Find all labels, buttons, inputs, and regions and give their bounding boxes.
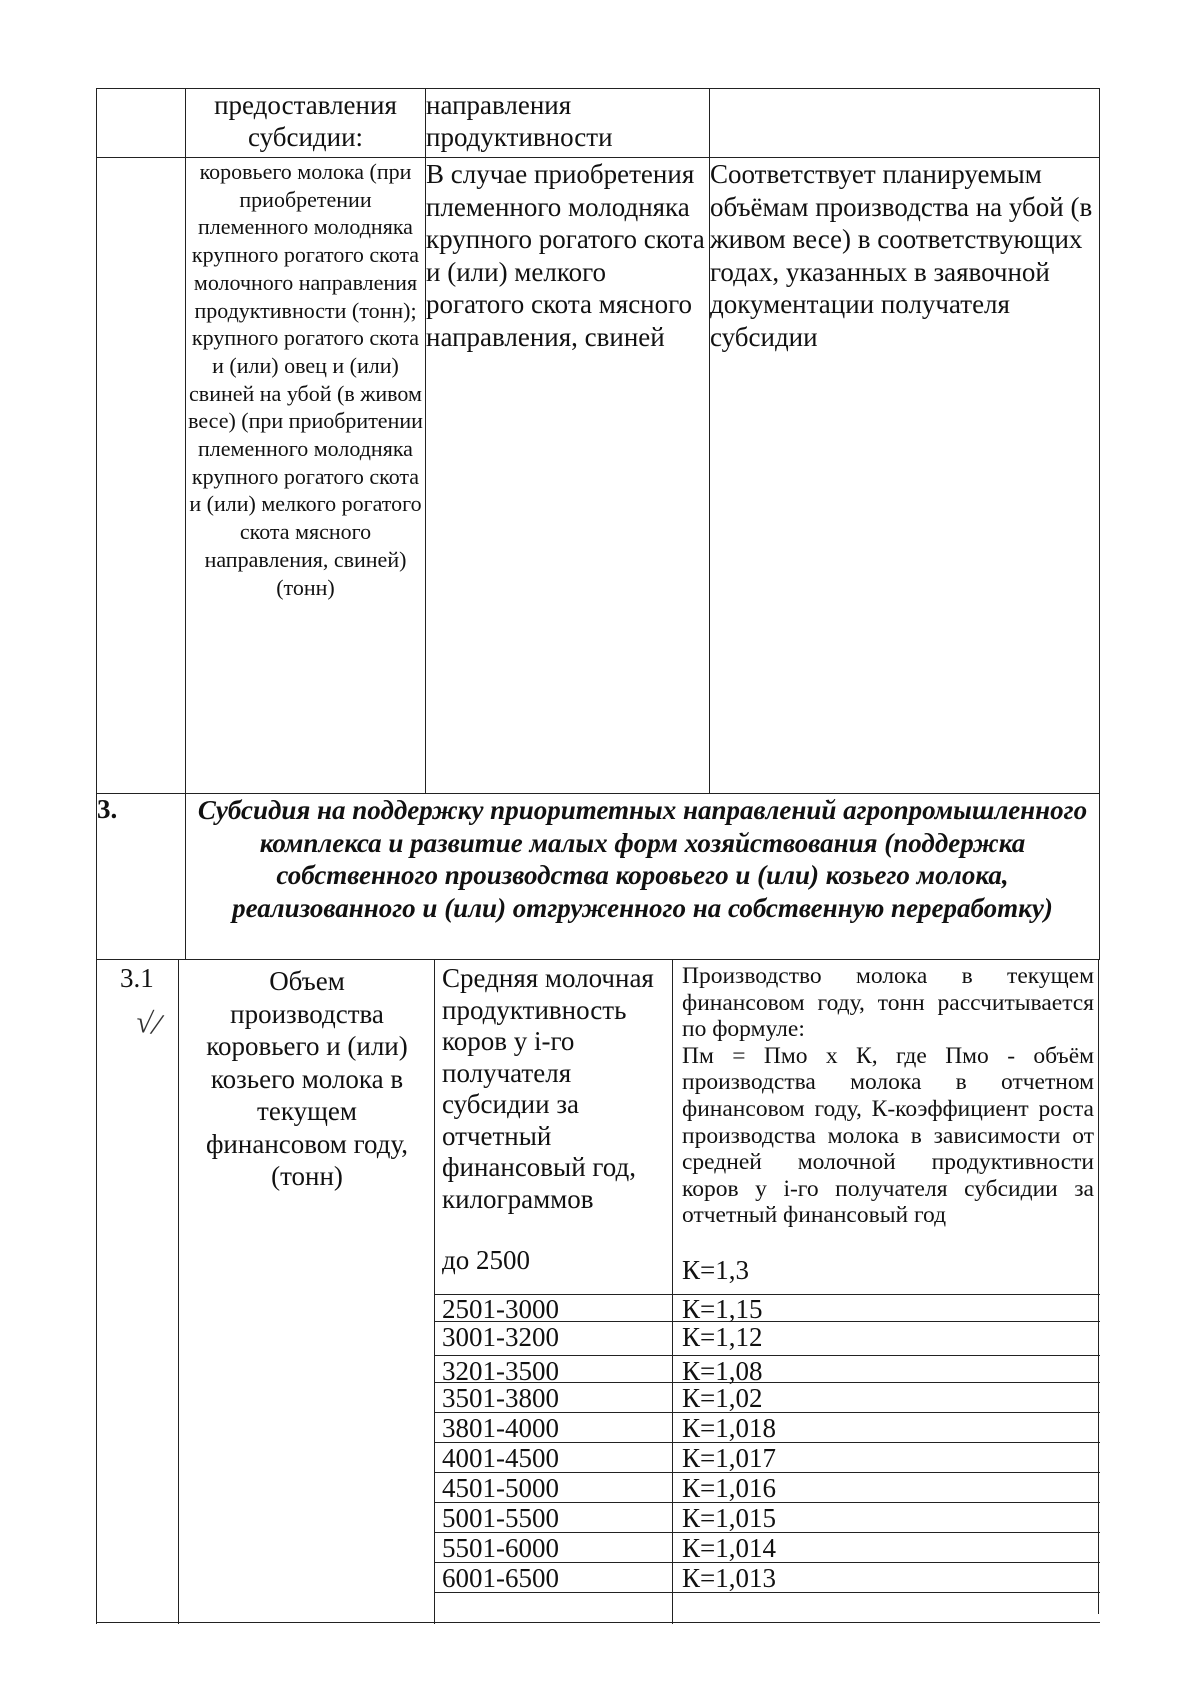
range-label: 3801-4000 bbox=[442, 1413, 559, 1443]
formula-cell bbox=[682, 963, 1094, 1229]
coefficient-value: К=1,02 bbox=[682, 1383, 763, 1413]
range-label: 4001-4500 bbox=[442, 1443, 559, 1473]
coefficient-value: К=1,15 bbox=[682, 1294, 763, 1324]
table-border bbox=[178, 959, 179, 1624]
section-row bbox=[97, 794, 1100, 960]
handwritten-mark: √/ bbox=[133, 1005, 164, 1042]
number-cell bbox=[97, 158, 186, 794]
section-title: Субсидия на поддержку приоритетных направлений агропромышленного комплекса и развитие малых форм хозяйствования (поддержка собственного производства коровьего и (или) козьего молока, реализованного и (или) отгруженного на собственную переработку) bbox=[186, 794, 1100, 960]
coefficient-value: К=1,018 bbox=[682, 1413, 776, 1443]
milk-coefficient-table bbox=[96, 959, 1100, 1624]
table-border bbox=[434, 959, 435, 1624]
table-border bbox=[96, 959, 97, 1624]
coefficient-value: К=1,013 bbox=[682, 1563, 776, 1593]
range-label: 5501-6000 bbox=[442, 1533, 559, 1563]
condition-header-cell: направления продуктивности bbox=[426, 89, 710, 158]
range-label: 3001-3200 bbox=[442, 1322, 559, 1352]
section-number: 3. bbox=[97, 794, 186, 960]
range-label: 4501-5000 bbox=[442, 1473, 559, 1503]
range-label: 5001-5500 bbox=[442, 1503, 559, 1533]
average-yield-cell bbox=[442, 963, 657, 1277]
coefficient-value: К=1,3 bbox=[682, 1255, 749, 1285]
indicator-header-cell: предоставления субсидии: bbox=[186, 89, 426, 158]
table-border bbox=[96, 1622, 1100, 1623]
formula-definition: Пм = Пмо х К, где Пмо - объём производства молока в отчетном финансовом году, К-коэффициент роста производства молока в зависимости от средней молочной продуктивности коров у i-го получателя субсидии за отчетный финансовый год bbox=[682, 1042, 1094, 1229]
indicator-cell: Объем производства коровьего и (или) козьего молока в текущем финансовом году, (тонн) bbox=[205, 966, 409, 1191]
table-row bbox=[97, 89, 1100, 158]
range-label: 2501-3000 bbox=[442, 1294, 559, 1324]
value-cell: Соответствует планируемым объёмам производства на убой (в живом весе) в соответствующих годах, указанных в заявочной документации получателя субсидии bbox=[710, 158, 1100, 794]
table-row bbox=[97, 158, 1100, 794]
formula-intro: Производство молока в текущем финансовом году, тонн рассчитывается по формуле: bbox=[682, 963, 1094, 1043]
condition-cell: В случае приобретения племенного молодняка крупного рогатого скота и (или) мелкого рогатого скота мясного направления, свиней bbox=[426, 158, 710, 794]
row-number: 3.1 bbox=[120, 963, 154, 993]
range-label: до 2500 bbox=[442, 1245, 530, 1275]
coefficient-value: К=1,017 bbox=[682, 1443, 776, 1473]
criteria-table-continuation bbox=[96, 88, 1100, 960]
range-label: 6001-6500 bbox=[442, 1563, 559, 1593]
table-border bbox=[96, 959, 1100, 960]
indicator-cell: коровьего молока (при приобретении племенного молодняка крупного рогатого скота молочного направления продуктивности (тонн); крупного рогатого скота и (или) овец и (или) свиней на убой (в живом весе) (при приобритении племенного молодняка крупного рогатого скота и (или) мелкого рогатого скота мясного направления, свиней) (тонн) bbox=[186, 158, 426, 794]
table-border bbox=[1098, 959, 1099, 1614]
range-label: 3201-3500 bbox=[442, 1356, 559, 1386]
average-yield-label: Средняя молочная продуктивность коров у i-го получателя субсидии за отчетный финансовый год, килограммов bbox=[442, 963, 654, 1214]
number-cell bbox=[97, 89, 186, 158]
table-border bbox=[672, 959, 673, 1624]
range-label: 3501-3800 bbox=[442, 1383, 559, 1413]
coefficient-value: К=1,12 bbox=[682, 1322, 763, 1352]
coefficient-value: К=1,014 bbox=[682, 1533, 776, 1563]
coefficient-value: К=1,015 bbox=[682, 1503, 776, 1533]
coefficient-value: К=1,08 bbox=[682, 1356, 763, 1386]
coefficient-value: К=1,016 bbox=[682, 1473, 776, 1503]
value-header-cell bbox=[710, 89, 1100, 158]
